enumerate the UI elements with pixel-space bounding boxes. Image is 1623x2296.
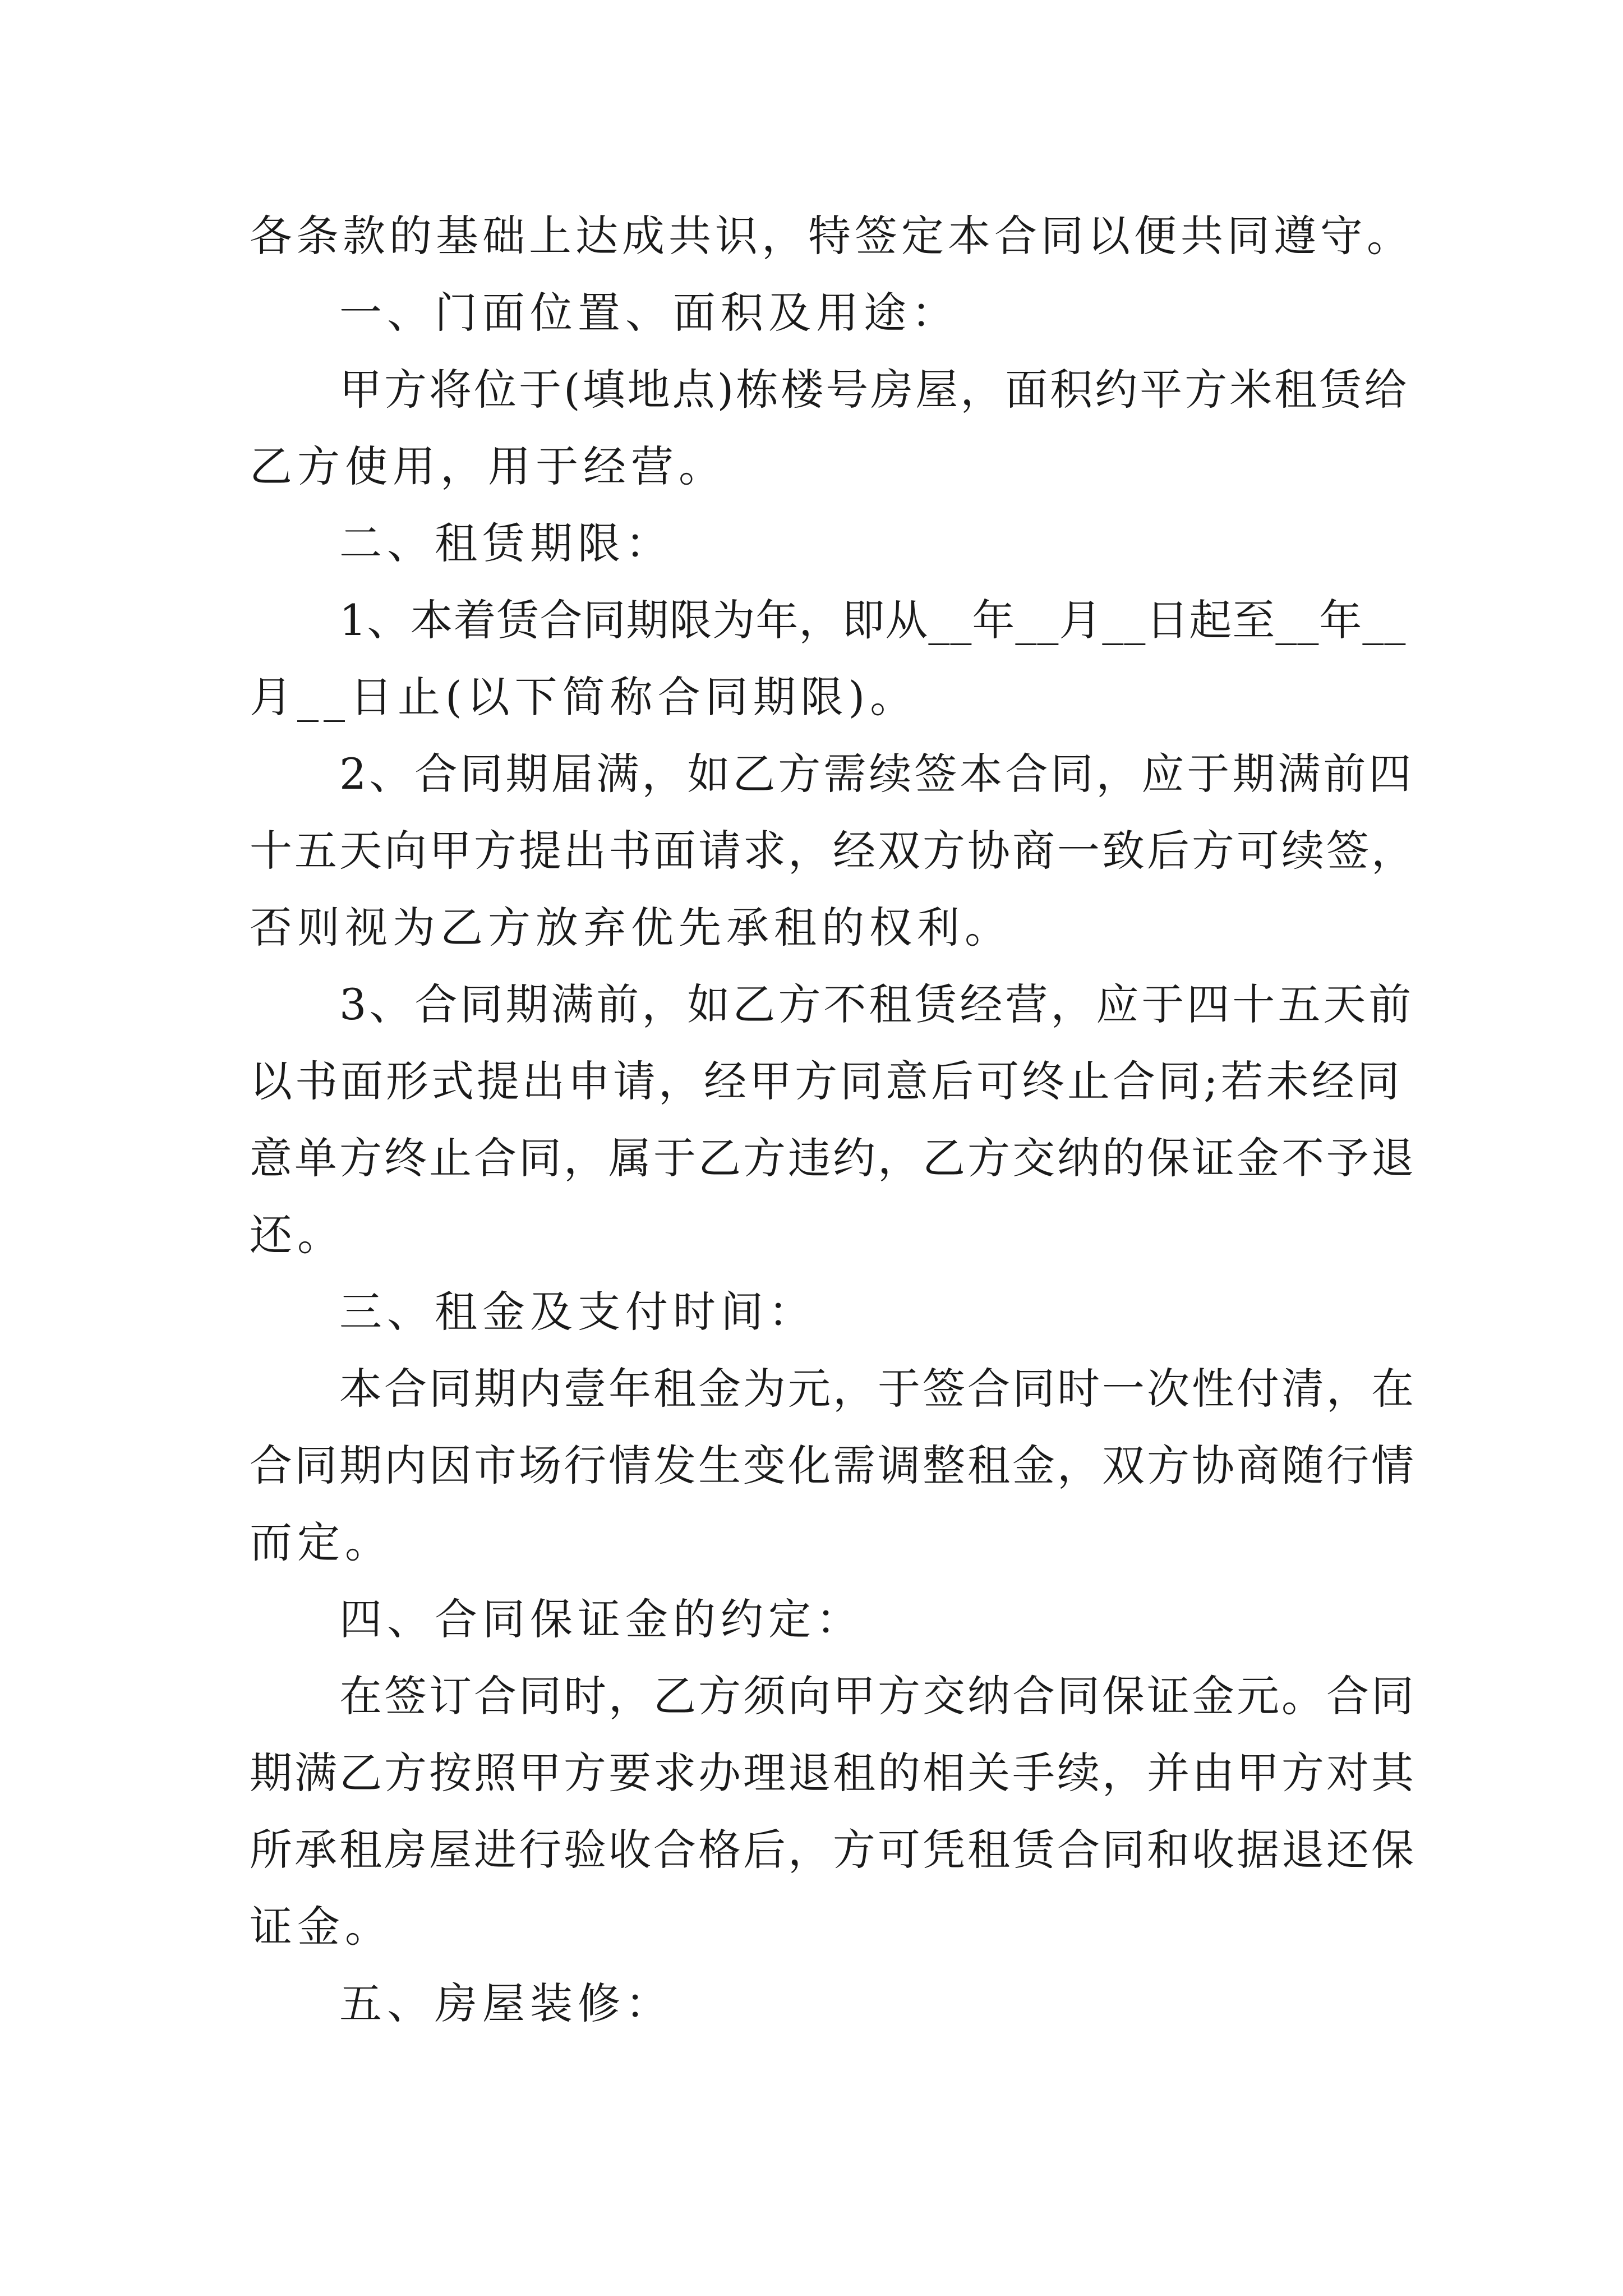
text-line: 2、合同期届满，如乙方需续签本合同，应于期满前四 bbox=[339, 749, 1414, 799]
text-line: 还。 bbox=[250, 1210, 345, 1260]
text-line: 3、合同期满前，如乙方不租赁经营，应于四十五天前 bbox=[339, 979, 1414, 1029]
section-heading: 一、门面位置、面积及用途： bbox=[339, 288, 959, 338]
text-line: 月__日止(以下简称合同期限)。 bbox=[250, 672, 918, 722]
text-line: 各条款的基础上达成共识，特签定本合同以便共同遵守。 bbox=[250, 211, 1413, 261]
text-line: 在签订合同时，乙方须向甲方交纳合同保证金元。合同 bbox=[339, 1671, 1416, 1721]
text-line: 意单方终止合同，属于乙方违约，乙方交纳的保证金不予退 bbox=[250, 1133, 1416, 1183]
section-heading: 五、房屋装修： bbox=[339, 1978, 673, 2028]
text-line: 合同期内因市场行情发生变化需调整租金，双方协商随行情 bbox=[250, 1441, 1416, 1490]
text-line: 甲方将位于(填地点)栋楼号房屋，面积约平方米租赁给 bbox=[339, 365, 1409, 415]
text-line: 十五天向甲方提出书面请求，经双方协商一致后方可续签， bbox=[250, 826, 1416, 876]
text-line: 所承租房屋进行验收合格后，方可凭租赁合同和收据退还保 bbox=[250, 1825, 1416, 1875]
section-heading: 二、租赁期限： bbox=[339, 518, 673, 568]
section-heading: 三、租金及支付时间： bbox=[339, 1287, 816, 1337]
text-line: 本合同期内壹年租金为元，于签合同时一次性付清，在 bbox=[339, 1364, 1416, 1414]
text-line: 以书面形式提出申请，经甲方同意后可终止合同;若未经同 bbox=[250, 1056, 1403, 1106]
text-line: 而定。 bbox=[250, 1517, 393, 1567]
text-line: 期满乙方按照甲方要求办理退租的相关手续，并由甲方对其 bbox=[250, 1748, 1416, 1798]
section-heading: 四、合同保证金的约定： bbox=[339, 1594, 864, 1644]
text-line: 证金。 bbox=[250, 1902, 393, 1952]
text-line: 乙方使用，用于经营。 bbox=[250, 441, 726, 491]
text-line: 否则视为乙方放弃优先承租的权利。 bbox=[250, 903, 1012, 953]
text-line: 1、本着赁合同期限为年，即从__年__月__日起至__年__ bbox=[339, 595, 1407, 645]
document-body bbox=[250, 197, 1416, 2042]
